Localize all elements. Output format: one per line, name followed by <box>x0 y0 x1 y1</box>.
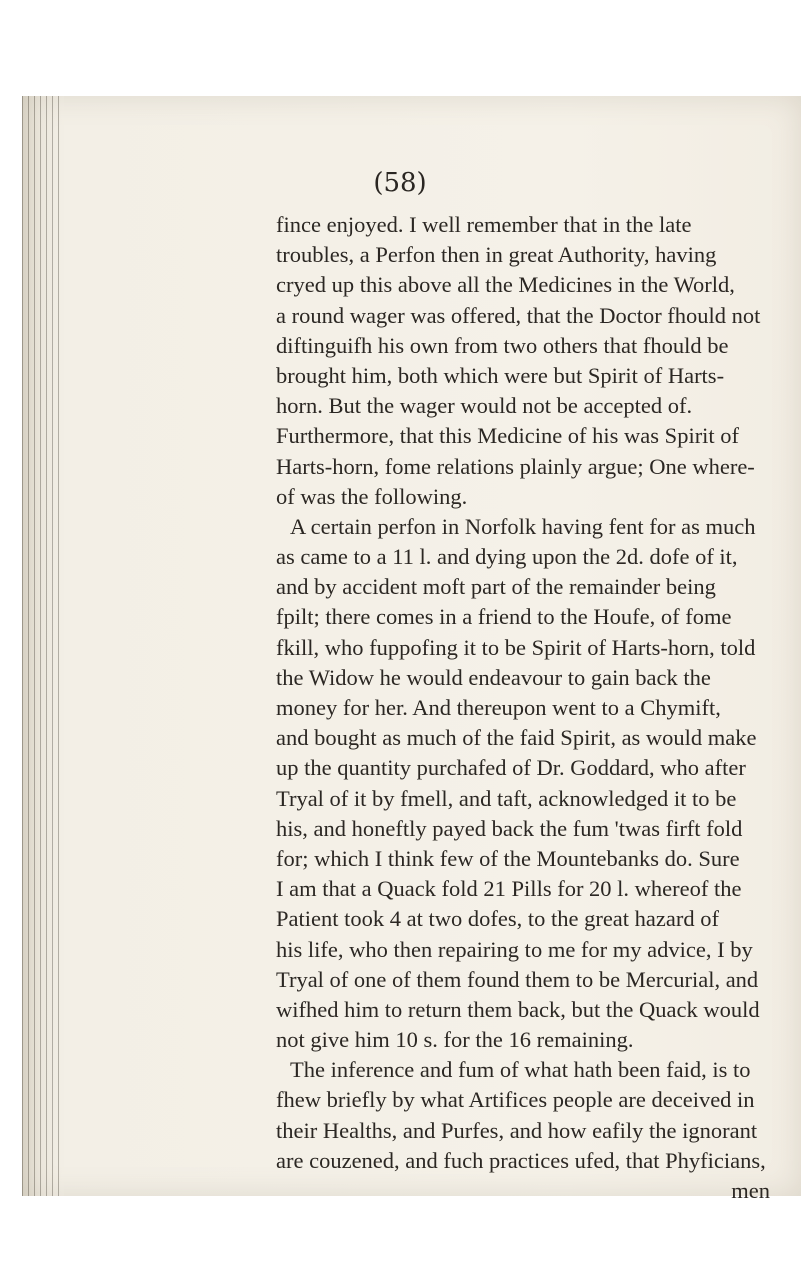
text-line: of was the following. <box>276 483 468 509</box>
text-line: are couzened, and fuch practices ufed, that Phyficians, <box>276 1147 766 1173</box>
text-line: Tryal of one of them found them to be Mercurial, and <box>276 966 759 992</box>
body-text <box>276 210 801 1206</box>
text-line: their Healths, and Purfes, and how eafily the ignorant <box>276 1117 758 1143</box>
text-line: and bought as much of the faid Spirit, as would make <box>276 725 757 751</box>
text-line: brought him, both which were but Spirit of Harts- <box>276 362 725 388</box>
text-line: not give him 10 s. for the 16 remaining. <box>276 1027 634 1053</box>
text-line: and by accident moft part of the remainder being <box>276 574 716 600</box>
text-line: diftinguifh his own from two others that fhould be <box>276 332 729 358</box>
text-line: Harts-horn, fome relations plainly argue; One where- <box>276 453 755 479</box>
text-line: as came to a 11 l. and dying upon the 2d. dofe of it, <box>276 544 738 570</box>
text-line: his, and honeftly payed back the fum 'twas firft fold <box>276 815 743 841</box>
catchword: men <box>731 1178 770 1203</box>
text-line: money for her. And thereupon went to a Chymift, <box>276 695 721 720</box>
text-line: fince enjoyed. I well remember that in the late <box>276 212 692 237</box>
text-line: fkill, who fuppofing it to be Spirit of Harts-horn, told <box>276 634 756 660</box>
text-line: Furthermore, that this Medicine of his was Spirit of <box>276 423 740 449</box>
text-line: troubles, a Perfon then in great Authority, having <box>276 242 717 268</box>
text-line: The inference and fum of what hath been faid, is to <box>290 1057 751 1083</box>
binding-gutter <box>22 96 64 1196</box>
text-line: up the quantity purchafed of Dr. Goddard, who after <box>276 755 746 781</box>
text-line: for; which I think few of the Mountebanks do. Sure <box>276 845 740 871</box>
text-line: I am that a Quack fold 21 Pills for 20 l. whereof the <box>276 876 742 902</box>
text-line: cryed up this above all the Medicines in the World, <box>276 272 735 298</box>
text-line: Patient took 4 at two dofes, to the great hazard of <box>276 906 719 932</box>
text-line: fpilt; there comes in a friend to the Houfe, of fome <box>276 604 732 630</box>
text-line: A certain perfon in Norfolk having fent for as much <box>290 513 756 539</box>
text-line: wifhed him to return them back, but the Quack would <box>276 996 760 1022</box>
text-line: Tryal of it by fmell, and taft, acknowledged it to be <box>276 785 737 811</box>
text-line: horn. But the wager would not be accepted of. <box>276 393 693 419</box>
text-line: his life, who then repairing to me for my advice, I by <box>276 936 753 962</box>
text-line: the Widow he would endeavour to gain back the <box>276 664 711 690</box>
text-line: a round wager was offered, that the Doctor fhould not <box>276 302 761 328</box>
page-number: (58) <box>373 168 427 198</box>
text-line: fhew briefly by what Artifices people are deceived in <box>276 1087 755 1113</box>
